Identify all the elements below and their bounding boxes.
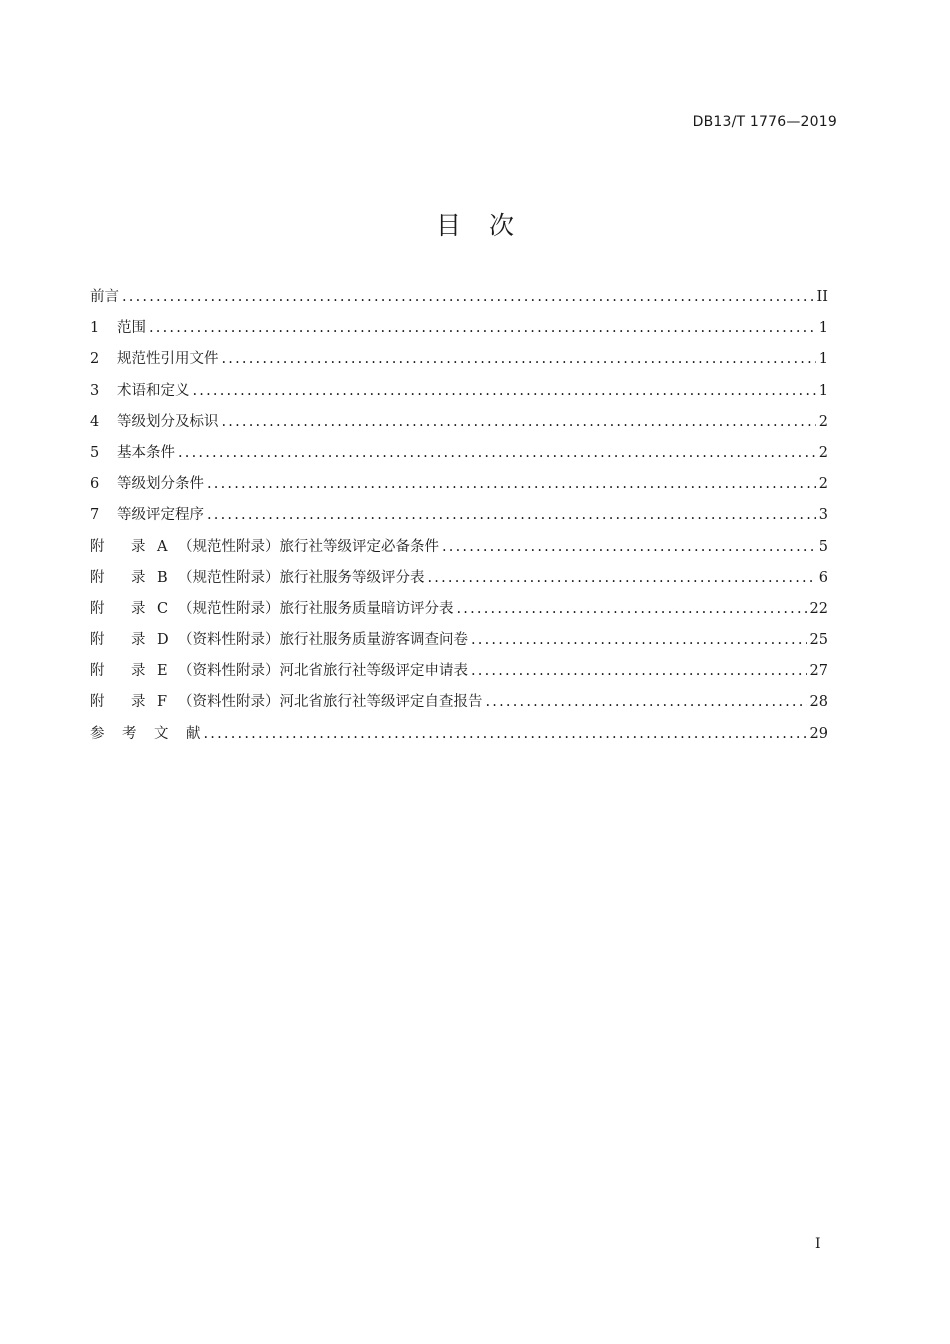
leader-dots [122,289,814,305]
toc-entry-page: 2 [818,444,828,461]
toc-entry-label: 前言 [90,289,119,305]
appendix-prefix [90,659,178,680]
toc-entry-page: 1 [818,320,828,337]
toc-entry-references[interactable] [90,722,828,753]
toc-entry-page: 27 [809,663,828,680]
toc-entry-label: 术语和定义 [117,382,190,399]
toc-entry-number: 6 [90,476,100,493]
toc-entry-page: 22 [809,600,828,617]
label-char: 文 [154,725,169,742]
appendix-word: 附 [90,694,105,711]
appendix-letter: E [157,663,168,680]
document-code: DB13/T 1776—2019 [692,114,837,130]
appendix-word: 录 [131,632,146,649]
page-number: I [815,1236,821,1252]
appendix-word: 附 [90,600,105,617]
toc-entry-page: 1 [818,382,828,399]
toc-entry-page: 2 [818,413,828,430]
appendix-word: 录 [131,538,146,555]
toc-entry-7[interactable] [90,503,828,534]
leader-dots [149,320,816,336]
appendix-word: 录 [131,569,146,586]
leader-dots [207,476,816,492]
toc-entry-label: （资料性附录）旅行社服务质量游客调查问卷 [178,632,468,649]
toc-entry-5[interactable] [90,441,828,472]
toc-entry-page: 28 [809,694,828,711]
toc-entry-page: II [816,289,828,305]
appendix-letter: A [157,538,168,555]
label-char: 考 [122,725,137,742]
toc-entry-number: 2 [90,351,100,368]
toc-entry-appendix-c[interactable] [90,597,828,628]
leader-dots [428,570,816,586]
appendix-word: 录 [131,663,146,680]
toc-entry-3[interactable] [90,379,828,410]
toc-entry-label: （规范性附录）旅行社服务质量暗访评分表 [178,600,454,617]
appendix-word: 录 [131,600,146,617]
toc-entry-1[interactable] [90,316,828,347]
appendix-prefix [90,597,178,618]
toc-entry-number: 3 [90,382,100,399]
appendix-letter: F [157,694,168,711]
toc-entry-2[interactable] [90,347,828,378]
appendix-word: 录 [131,694,146,711]
appendix-letter: D [157,632,169,649]
toc-entry-foreword[interactable] [90,285,828,316]
appendix-letter: C [157,600,169,617]
appendix-word: 附 [90,632,105,649]
toc-entry-label: （规范性附录）旅行社服务等级评分表 [178,569,425,586]
toc-entry-label: （资料性附录）河北省旅行社等级评定申请表 [178,663,468,680]
appendix-word: 附 [90,538,105,555]
toc-entry-label: （规范性附录）旅行社等级评定必备条件 [178,538,439,555]
toc-entry-number: 4 [90,413,100,430]
toc-entry-page: 1 [818,351,828,368]
toc-entry-page: 3 [818,507,828,524]
appendix-word: 附 [90,663,105,680]
label-char: 参 [90,725,105,742]
toc-entry-page: 29 [809,725,828,742]
appendix-prefix [90,566,178,587]
page-title [0,206,950,242]
leader-dots [471,663,807,679]
appendix-prefix [90,690,178,711]
toc-entry-4[interactable] [90,410,828,441]
toc-entry-page: 25 [809,632,828,649]
toc-entry-appendix-d[interactable] [90,628,828,659]
leader-dots [204,726,807,742]
leader-dots [471,632,807,648]
toc-entry-label: 等级评定程序 [117,507,204,524]
toc-entry-number: 1 [90,320,100,337]
table-of-contents [90,285,828,753]
leader-dots [193,383,816,399]
toc-entry-label: 等级划分及标识 [117,413,219,430]
appendix-word: 附 [90,569,105,586]
toc-entry-6[interactable] [90,472,828,503]
title-char: 目 [435,211,461,240]
appendix-prefix [90,535,178,556]
leader-dots [178,445,816,461]
title-char: 次 [489,211,515,240]
appendix-letter: B [157,569,168,586]
leader-dots [457,601,807,617]
leader-dots [442,539,816,555]
leader-dots [222,414,816,430]
toc-entry-number: 7 [90,507,100,524]
toc-entry-page: 6 [818,569,828,586]
leader-dots [222,351,816,367]
leader-dots [486,694,807,710]
toc-entry-page: 2 [818,476,828,493]
toc-entry-label: （资料性附录）河北省旅行社等级评定自查报告 [178,694,483,711]
toc-entry-appendix-e[interactable] [90,659,828,690]
toc-entry-page: 5 [818,538,828,555]
toc-entry-appendix-a[interactable] [90,535,828,566]
toc-entry-label: 基本条件 [117,444,175,461]
toc-entry-label: 等级划分条件 [117,476,204,493]
toc-entry-label: 规范性引用文件 [117,351,219,368]
leader-dots [207,507,816,523]
appendix-prefix [90,628,178,649]
toc-entry-label: 范围 [117,320,146,337]
toc-entry-appendix-b[interactable] [90,566,828,597]
toc-entry-appendix-f[interactable] [90,690,828,721]
label-char: 献 [186,725,201,742]
toc-entry-label [90,722,201,743]
toc-entry-number: 5 [90,444,100,461]
